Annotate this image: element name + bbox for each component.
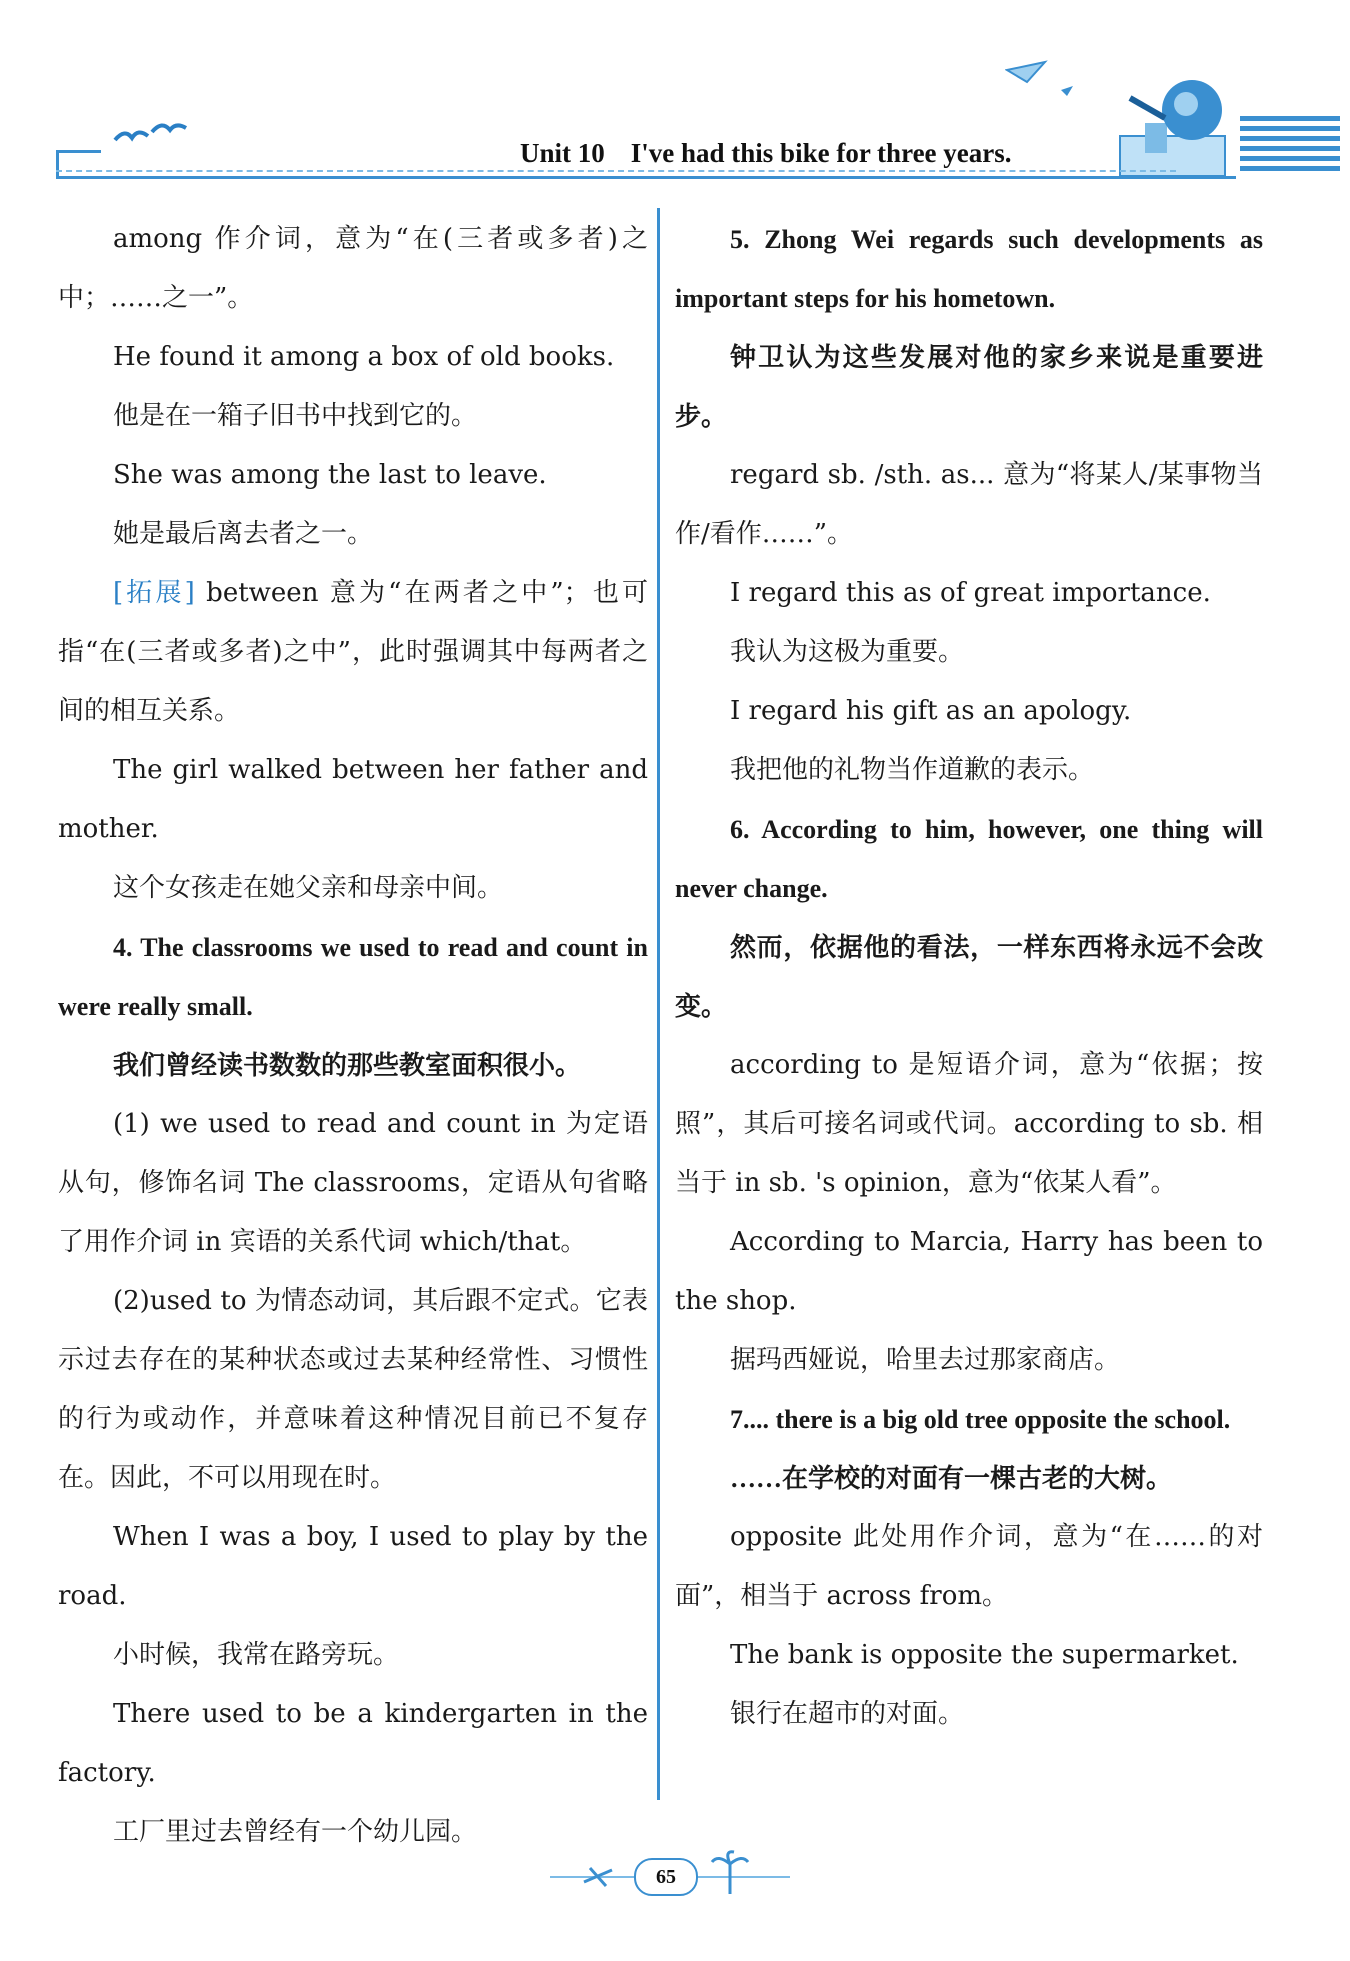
page-footer <box>540 1850 800 1910</box>
key-sentence-6: 6. According to him, however, one thing will never change. <box>675 815 1263 903</box>
example-sentence: I regard his gift as an apology. <box>730 696 1132 726</box>
header-rule <box>56 176 1236 179</box>
paragraph: (2)used to 为情态动词，其后跟不定式。它表示过去存在的某种状态或过去某种经常性、习惯性的行为或动作，并意味着这种情况目前已不复存在。因此，不可以用现在时。 <box>58 1286 648 1493</box>
example-translation: 她是最后离去者之一。 <box>113 519 374 549</box>
example-translation: 据玛西娅说，哈里去过那家商店。 <box>730 1345 1121 1375</box>
paragraph: according to 是短语介词，意为“依据；按照”，其后可接名词或代词。according to sb. 相当于 in sb. 's opinion，意为“依某人看”。 <box>675 1050 1263 1198</box>
key-sentence-5-translation: 钟卫认为这些发展对他的家乡来说是重要进步。 <box>675 343 1263 431</box>
left-column <box>58 210 648 1862</box>
right-column <box>675 210 1263 1744</box>
key-sentence-4: 4. The classrooms we used to read and count in were really small. <box>58 933 648 1021</box>
example-sentence: When I was a boy, I used to play by the road. <box>58 1522 648 1611</box>
paragraph: (1) we used to read and count in 为定语从句，修饰名词 The classrooms，定语从句省略了用作介词 in 宾语的关系代词 which/that。 <box>58 1109 648 1257</box>
unit-title: I've had this bike for three years. <box>630 138 1012 168</box>
example-sentence: The bank is opposite the supermarket. <box>730 1640 1239 1670</box>
header-dashed-line <box>56 170 1176 172</box>
key-sentence-7: 7.... there is a big old tree opposite the school. <box>730 1405 1231 1434</box>
header-bracket-decoration <box>56 150 101 177</box>
header-stripes-decoration <box>1240 116 1340 182</box>
header-title <box>520 138 1012 169</box>
extension-text: between 意为“在两者之中”；也可指“在(三者或多者)之中”，此时强调其中每两者之间的相互关系。 <box>58 578 648 726</box>
page-number: 65 <box>634 1858 698 1896</box>
paragraph: opposite 此处用作介词，意为“在……的对面”，相当于 across from。 <box>675 1522 1263 1611</box>
example-sentence: According to Marcia, Harry has been to the shop. <box>675 1227 1263 1316</box>
seagulls-icon <box>110 118 190 158</box>
globe-telescope-icon <box>1110 78 1235 178</box>
key-sentence-6-translation: 然而，依据他的看法，一样东西将永远不会改变。 <box>675 933 1263 1021</box>
palm-tree-icon <box>710 1850 750 1894</box>
example-translation: 我认为这极为重要。 <box>730 637 965 667</box>
paper-plane-icon <box>1005 60 1075 100</box>
key-sentence-5: 5. Zhong Wei regards such developments as important steps for his hometown. <box>675 225 1263 313</box>
extension-tag: [拓展] <box>113 578 195 608</box>
key-sentence-7-translation: ……在学校的对面有一棵古老的大树。 <box>730 1464 1173 1493</box>
example-translation: 这个女孩走在她父亲和母亲中间。 <box>113 873 504 903</box>
unit-label: Unit 10 <box>520 138 605 168</box>
example-sentence: She was among the last to leave. <box>113 460 547 490</box>
example-sentence: The girl walked between her father and mother. <box>58 755 648 844</box>
key-sentence-4-translation: 我们曾经读书数数的那些教室面积很小。 <box>113 1051 582 1080</box>
example-translation: 银行在超市的对面。 <box>730 1699 965 1729</box>
example-sentence: There used to be a kindergarten in the factory. <box>58 1699 648 1788</box>
example-sentence: He found it among a box of old books. <box>113 342 615 372</box>
example-translation: 我把他的礼物当作道歉的表示。 <box>730 755 1095 785</box>
example-translation: 工厂里过去曾经有一个幼儿园。 <box>113 1817 478 1847</box>
starfish-left-icon <box>580 1862 616 1892</box>
paragraph: regard sb. /sth. as... 意为“将某人/某事物当作/看作……”。 <box>675 460 1263 549</box>
extension-note <box>58 564 648 741</box>
paragraph: among 作介词，意为“在(三者或多者)之中；……之一”。 <box>58 224 648 313</box>
example-sentence: I regard this as of great importance. <box>730 578 1211 608</box>
example-translation: 他是在一箱子旧书中找到它的。 <box>113 401 478 431</box>
page-header <box>0 0 1350 200</box>
column-divider <box>657 208 660 1800</box>
example-translation: 小时候，我常在路旁玩。 <box>113 1640 400 1670</box>
